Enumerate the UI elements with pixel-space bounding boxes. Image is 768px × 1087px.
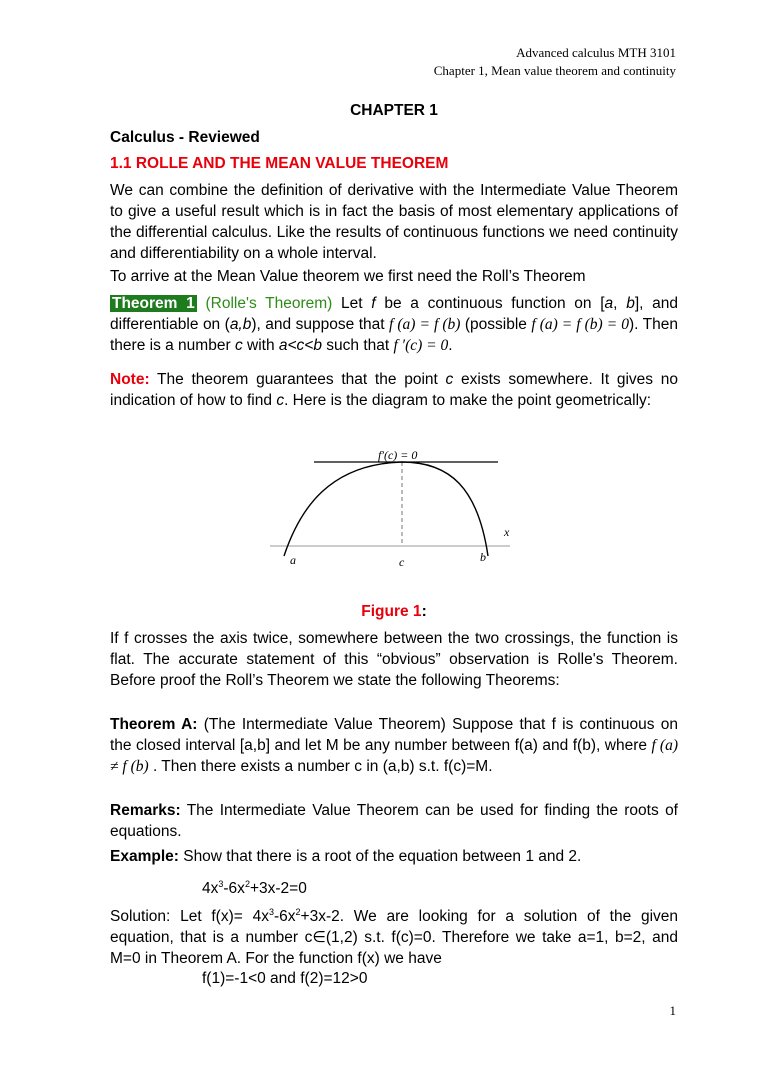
point-c-label: c [399, 555, 405, 569]
note-paragraph [110, 369, 678, 411]
note-text: exists somewhere. It gives no indication of how to find [110, 371, 678, 409]
rolle-intro-paragraph: To arrive at the Mean Value theorem we first need the Roll’s Theorem [110, 268, 586, 285]
theorem-1-text: ). Then there is a number [110, 316, 678, 354]
point-a-label: a [290, 553, 296, 567]
remarks-label: Remarks: [110, 802, 181, 819]
header-chapter: Chapter 1, Mean value theorem and continuity [433, 63, 676, 78]
theorem-1-text: (possible [460, 316, 532, 333]
theorem-a-equation: f (a) ≠ f (b) [110, 737, 678, 775]
solution-exponent: 3 [268, 907, 274, 917]
chapter-title: CHAPTER 1 [350, 102, 438, 119]
rolle-diagram [260, 448, 530, 578]
header-course: Advanced calculus MTH 3101 [516, 45, 676, 60]
point-b-label: b [480, 550, 486, 564]
subsection-title: 1.1 ROLLE AND THE MEAN VALUE THEOREM [110, 155, 449, 172]
crossing-paragraph: If f crosses the axis twice, somewhere between the two crossings, the function is flat. The accurate statement of this “obvious” observation is Rolle's Theorem. Before proof the Roll’s Theorem we state the following Theorems: [110, 630, 678, 689]
figure-caption [110, 601, 678, 622]
solution-exponent: 2 [295, 907, 301, 917]
example-equation [202, 874, 502, 899]
theorem-1-var: a [604, 295, 614, 312]
solution-text: (1,2) s.t. f(c)=0. Therefore we take a=1, b=2, and M=0 in Theorem A. For the function f(x) we have [110, 929, 678, 968]
theorem-1-text: with [242, 337, 279, 354]
solution-text: Solution: Let f(x)= 4x [110, 908, 269, 926]
theorem-a-text: . Then there exists a number c in (a,b) s.t. f(c)=M. [148, 758, 493, 775]
function-curve [284, 462, 488, 556]
note-text: The theorem guarantees that the point [149, 371, 446, 388]
theorem-1-name: (Rolle's Theorem) [205, 295, 333, 312]
section-title: Calculus - Reviewed [110, 129, 260, 146]
theorem-a-label: Theorem A: [110, 716, 198, 733]
theorem-1-inequality: a<c<b [278, 337, 322, 354]
note-var: c [276, 392, 285, 409]
solution-paragraph [110, 902, 678, 969]
theorem-a [110, 714, 678, 777]
eq-part: +3x-2=0 [249, 880, 307, 898]
note-text: . Here is the diagram to make the point geometrically: [284, 392, 652, 409]
theorem-1-equation: f (a) = f (b) [389, 316, 461, 333]
example-paragraph [110, 846, 678, 867]
intro-paragraph: We can combine the definition of derivative with the Intermediate Value Theorem to give a useful result which is in fact the basis of most elementary applications of the differential calculus. Like the results of continuous functions we need continuity and differentiability on a whole interval. [110, 182, 678, 262]
theorem-1-text: ], and differentiable on ( [110, 295, 678, 333]
figure-caption-label: Figure 1 [361, 603, 422, 620]
theorem-1-var: c [234, 337, 243, 354]
theorem-1-var: b [626, 295, 635, 312]
theorem-1-label: Theorem 1 [112, 295, 195, 312]
theorem-1-var: a,b [229, 316, 252, 333]
function-values: f(1)=-1<0 and f(2)=12>0 [202, 970, 368, 987]
tangent-label: f′(c) = 0 [378, 448, 418, 462]
solution-text: -6x [273, 908, 296, 926]
theorem-1-equation: f (a) = f (b) = 0 [531, 316, 629, 333]
theorem-1-text: Let [332, 295, 372, 312]
running-header [434, 44, 676, 80]
eq-exponent: 2 [244, 879, 250, 889]
note-label: Note: [110, 371, 150, 388]
eq-part: -6x [223, 880, 245, 898]
eq-part: 4x [202, 880, 219, 898]
figure-caption-colon: : [421, 603, 427, 620]
theorem-1-text: ), and suppose that [251, 316, 390, 333]
x-axis-label: x [504, 525, 510, 539]
remarks-paragraph [110, 800, 678, 842]
note-var: c [445, 371, 454, 388]
theorem-1-equation: f ′(c) = 0 [393, 337, 449, 354]
solution-text: +3x-2. We are looking for a solution of the given equation, that is a number c [110, 908, 679, 947]
theorem-1-var: f [371, 295, 376, 312]
example-label: Example: [110, 848, 179, 865]
theorem-1-text: be a continuous function on [ [375, 295, 605, 312]
theorem-1-text: , [613, 295, 627, 312]
example-text: Show that there is a root of the equation between 1 and 2. [178, 848, 582, 865]
remarks-text: The Intermediate Value Theorem can be used for finding the roots of equations. [110, 802, 678, 840]
eq-exponent: 3 [218, 879, 224, 889]
theorem-a-text: (The Intermediate Value Theorem) Suppose that f is continuous on the closed interval [a,b] and let M be any number between f(a) and f(b), where [110, 716, 679, 754]
theorem-1-text: such that [321, 337, 394, 354]
element-of-symbol: ∈ [312, 929, 326, 947]
page-number: 1 [669, 1003, 676, 1018]
theorem-1 [110, 293, 678, 356]
theorem-1-text: . [448, 337, 453, 354]
